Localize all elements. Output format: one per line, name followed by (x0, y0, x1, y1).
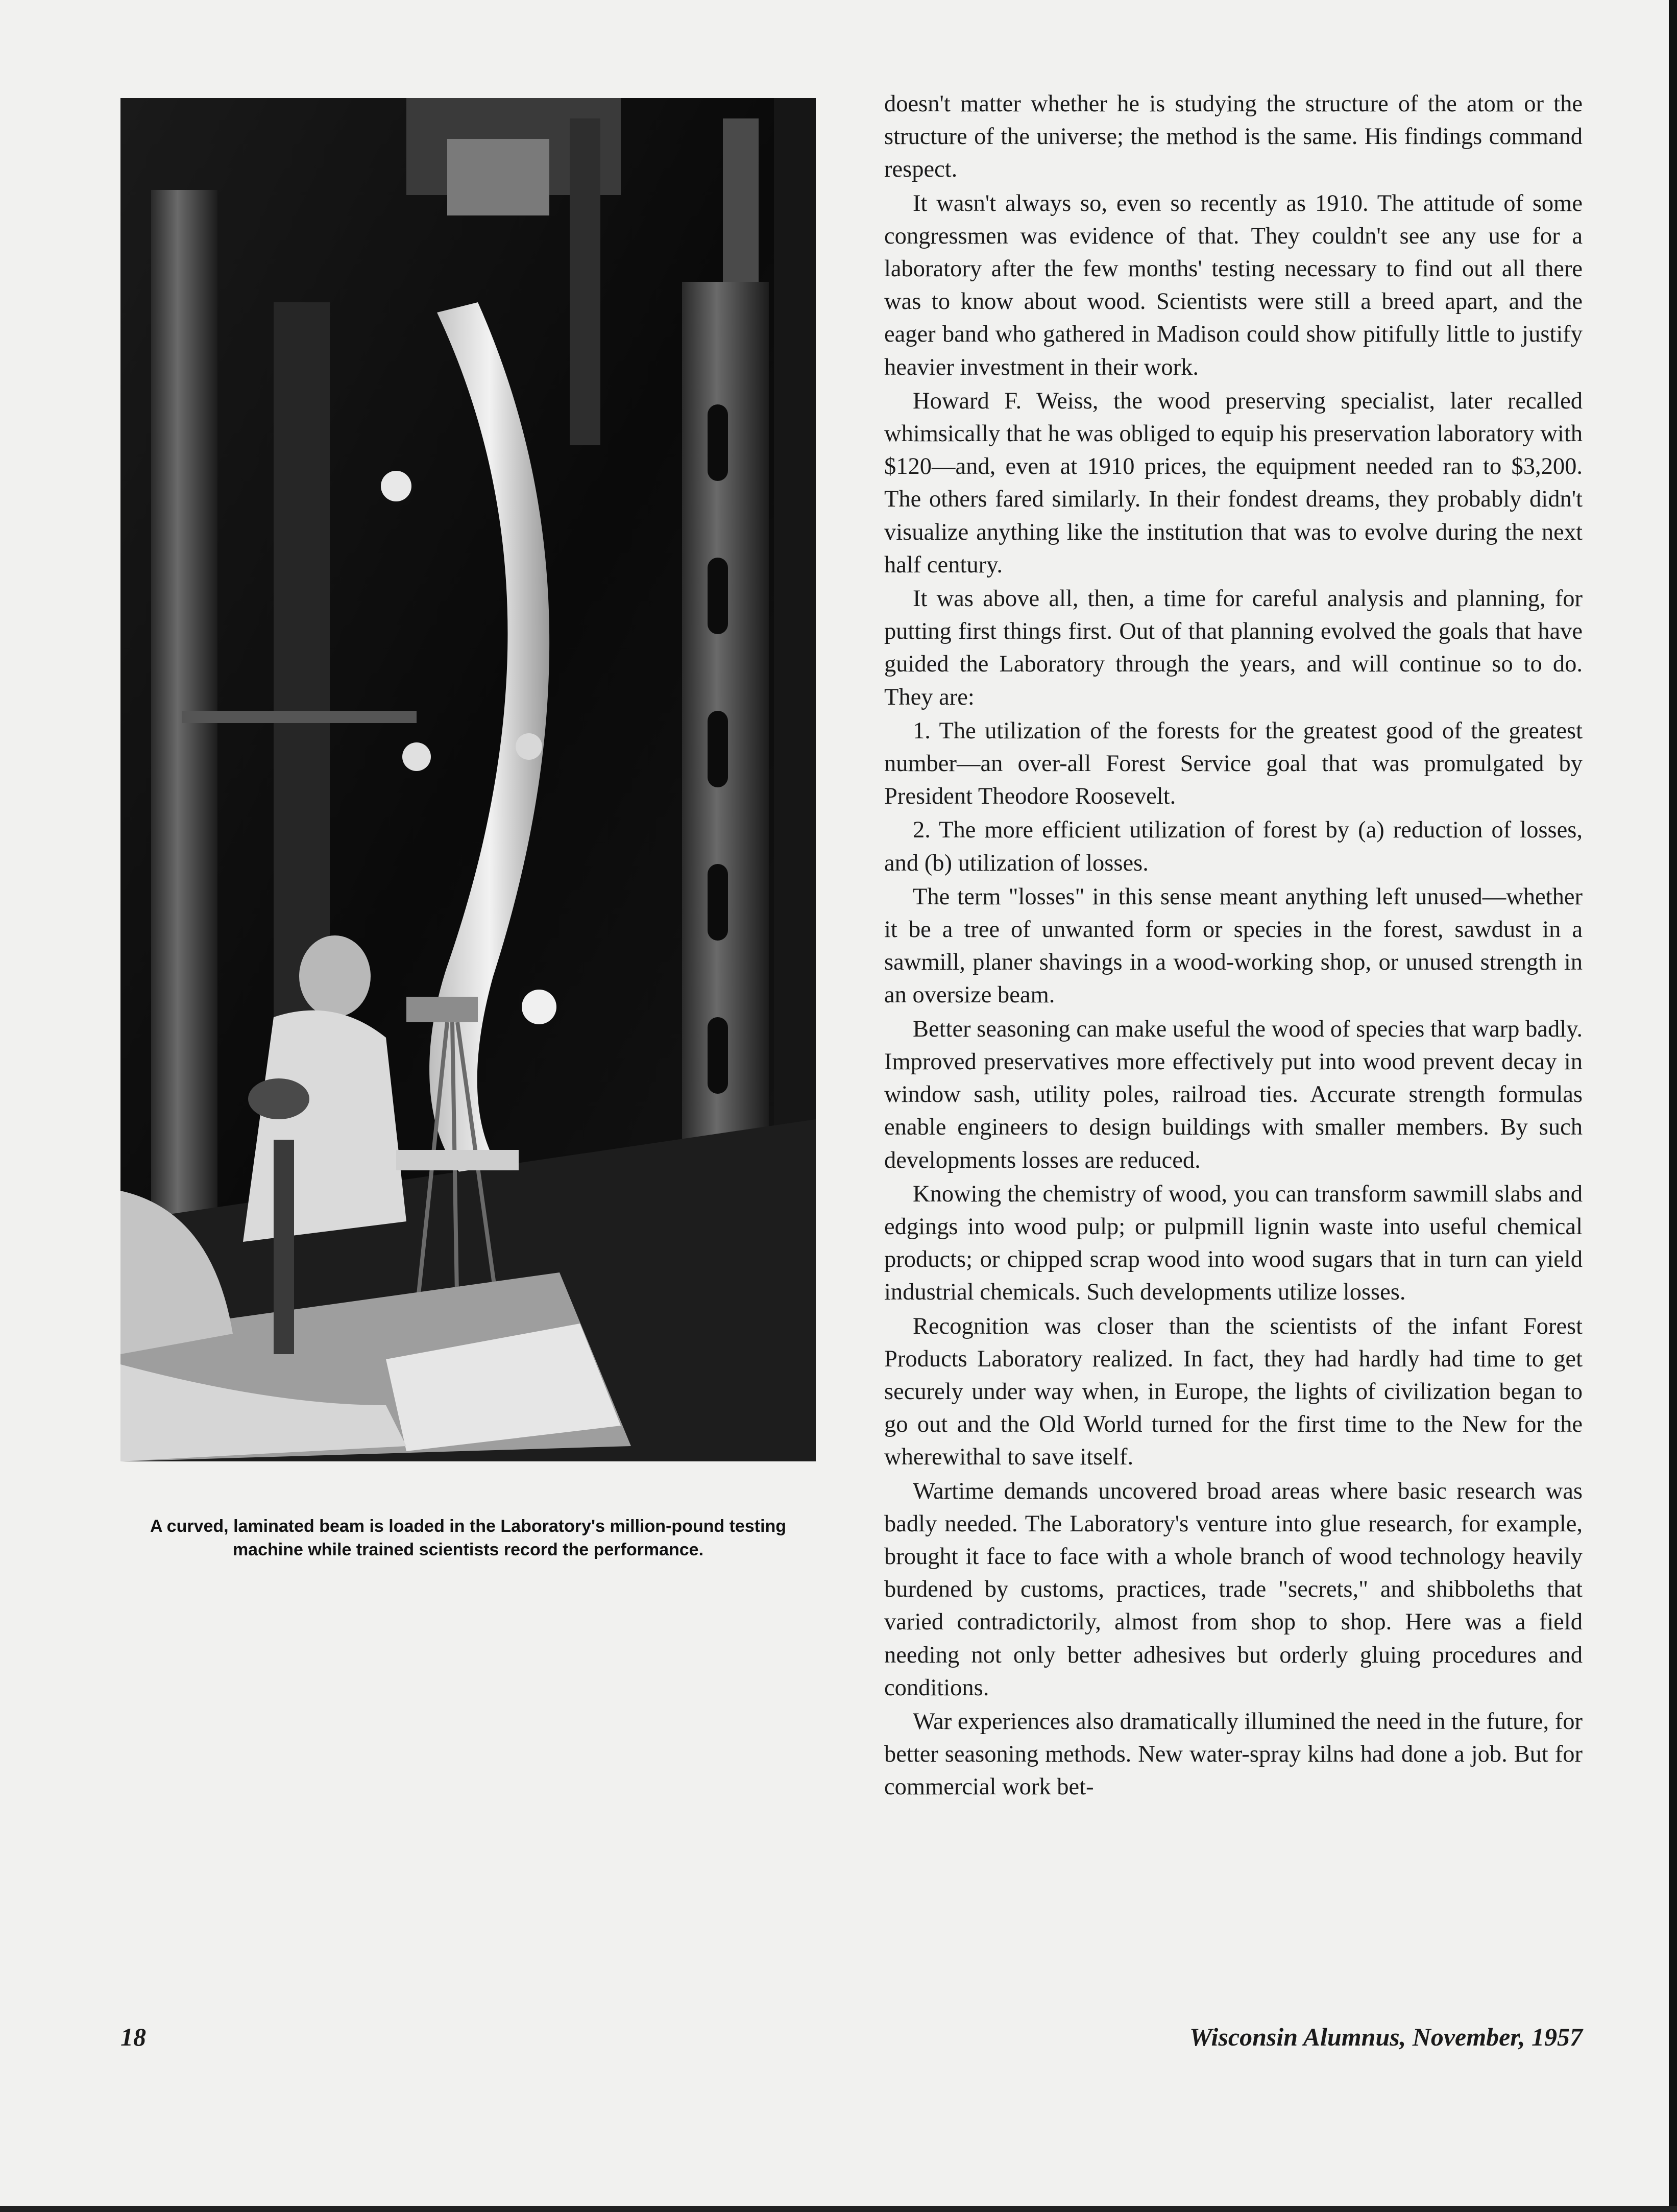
paragraph: Recognition was closer than the scientists of the infant Forest Products Laboratory realized. In fact, they had hardly had time to get securely under way when, in Europe, the lights of civilization began to go out and the Old World turned for the first time to the New for the wherewithal to save itself. (884, 1313, 1583, 1471)
list-item-goal-2: 2. The more efficient utilization of forest by (a) reduction of losses, and (b) utilization of losses. (884, 817, 1583, 876)
paragraph: It wasn't always so, even so recently as 1910. The attitude of some congressmen was evidence of that. They couldn't see any use for a laboratory after the few months' testing necessary to find out all there was to know about wood. Scientists were still a breed apart, and the eager band who gathered in Madison could show pitifully little to justify heavier investment in their work. (884, 190, 1583, 380)
publication-footer: Wisconsin Alumnus, November, 1957 (1189, 2023, 1583, 2051)
paragraph: doesn't matter whether he is studying the structure of the atom or the structure of the universe; the method is the same. His findings command respect. (884, 91, 1583, 183)
scan-edge-right (1669, 0, 1677, 2212)
paragraph: Wartime demands uncovered broad areas where basic research was badly needed. The Laboratory's venture into glue research, for example, brought it face to face with a whole branch of wood technology heavily burdened by customs, practices, trade "secrets," and shibboleths that varied contradictorily, almost from shop to shop. Here was a field needing not only better adhesives but orderly gluing procedures and conditions. (884, 1478, 1583, 1701)
paragraph: It was above all, then, a time for careful analysis and planning, for putting first things first. Out of that planning evolved the goals that have guided the Laboratory through the years, and will continue so to do. They are: (884, 586, 1583, 710)
photo-caption: A curved, laminated beam is loaded in the Laboratory's million-pound testing machine while trained scientists record the performance. (150, 1517, 787, 1559)
paragraph: The term "losses" in this sense meant anything left unused—whether it be a tree of unwanted form or species in the forest, sawdust in a sawmill, planer shavings in a wood-working shop, or unused strength in an oversize beam. (884, 883, 1583, 1008)
scan-edge-bottom (0, 2206, 1677, 2212)
list-item-goal-1: 1. The utilization of the forests for the greatest good of the greatest number—an over-all Forest Service goal that was promulgated by President Theodore Roosevelt. (884, 717, 1583, 810)
paragraph: Howard F. Weiss, the wood preserving specialist, later recalled whimsically that he was obliged to equip his preservation laboratory with $120—and, even at 1910 prices, the equipment needed ran to $3,200. The others fared similarly. In their fondest dreams, they probably didn't visualize anything like the institution that was to evolve during the next half century. (884, 388, 1583, 578)
page-number: 18 (120, 2023, 146, 2051)
testing-machine-photo (120, 98, 816, 1461)
paragraph: War experiences also dramatically illumined the need in the future, for better seasoning methods. New water-spray kilns had done a job. But for commercial work bet- (884, 1708, 1583, 1800)
paragraph: Knowing the chemistry of wood, you can transform sawmill slabs and edgings into wood pulp; or pulpmill lignin waste into useful chemical products; or chipped scrap wood into wood sugars that in turn can yield industrial chemicals. Such developments utilize losses. (884, 1181, 1583, 1306)
paragraph: Better seasoning can make useful the wood of species that warp badly. Improved preservatives more effectively put into wood prevent decay in window sash, utility poles, railroad ties. Accurate strength formulas enable engineers to design buildings with smaller members. By such developments losses are reduced. (884, 1016, 1583, 1173)
article-body (884, 88, 1583, 1805)
